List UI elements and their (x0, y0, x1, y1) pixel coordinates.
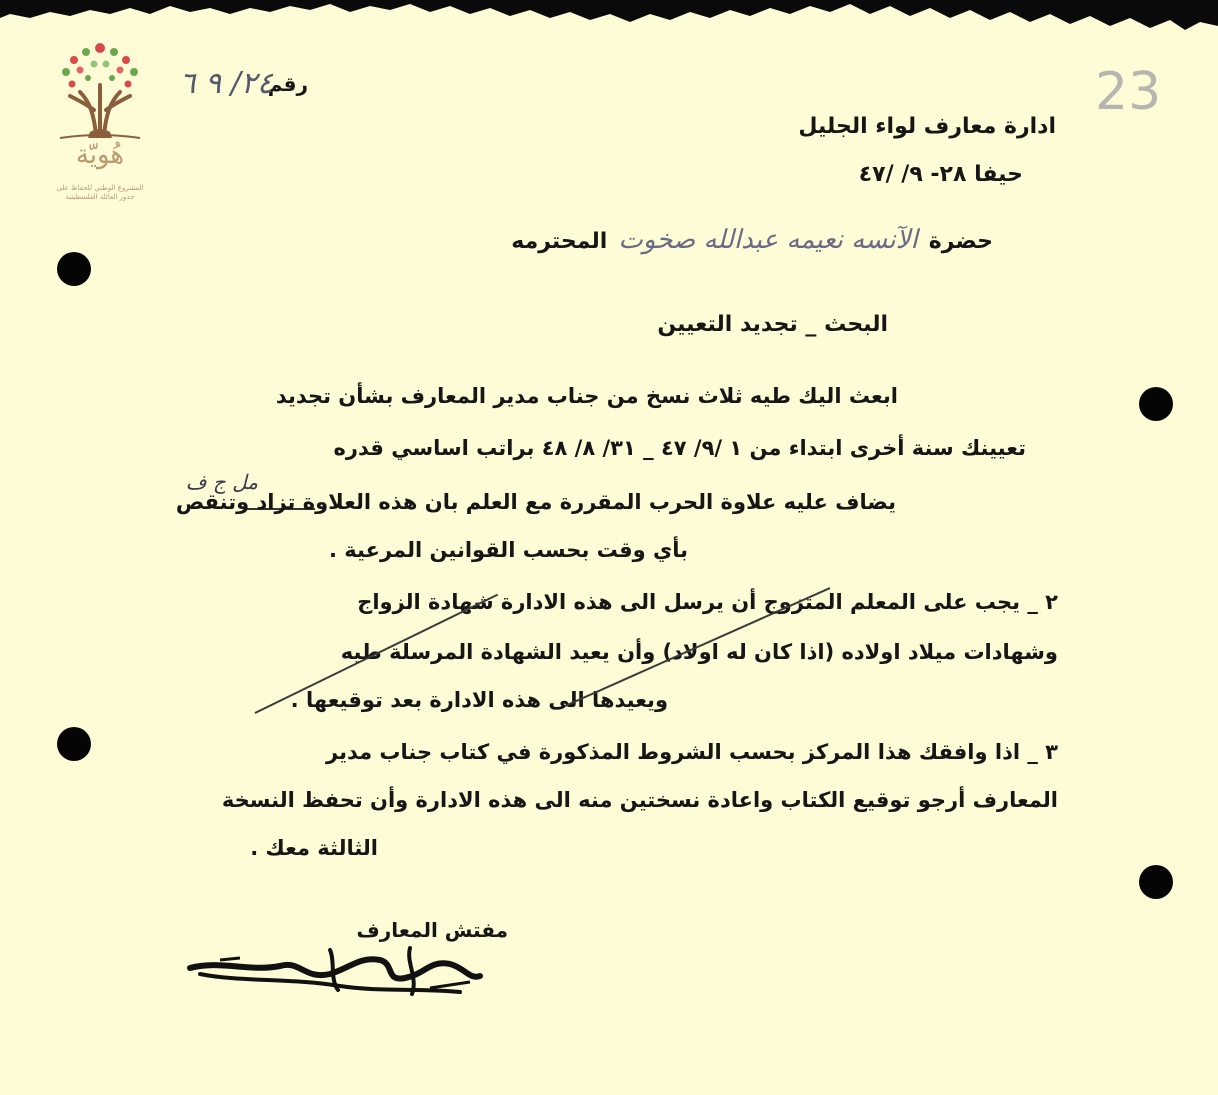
archive-number: 23 (1095, 62, 1162, 122)
logo-caption-line2: جذور العائلة الفلسطينية (65, 193, 135, 201)
punch-hole-left-top (57, 252, 91, 286)
body-p2-line2: وشهادات ميلاد اولاده (اذا كان له اولاد) وأن يعيد الشهادة المرسلة طيه (340, 640, 1058, 664)
logo-caption-line1: المشروع الوطني للحفاظ على (56, 184, 144, 192)
addressee-line (511, 225, 993, 255)
signature-icon (180, 930, 520, 1010)
body-p1-line1: ابعث اليك طيه ثلاث نسخ من جناب مدير المعارف بشأن تجديد (275, 384, 898, 408)
body-p1-line4: بأي وقت بحسب القوانين المرعية . (329, 538, 688, 562)
punch-hole-right-bottom (1139, 865, 1173, 899)
signature-title: مفتش المعارف (356, 918, 508, 942)
reference-number: ٢٤/ ٩ ٦ (179, 66, 273, 101)
date-line: حيفا ٢٨- ٩/ /٤٧ (858, 162, 1023, 187)
body-p1-line2: تعيينك سنة أخرى ابتداء من ١ /٩/ ٤٧ _ ٣١/ ٨/ ٤٨ براتب اساسي قدره (333, 436, 1026, 460)
addressee-name: الآنسه نعيمه عبدالله صخوت (618, 225, 918, 255)
addressee-prefix: حضرة (928, 229, 993, 254)
body-p1-line3: يضاف عليه علاوة الحرب المقررة مع العلم بان هذه العلاوة تزاد وتنقص (175, 490, 896, 514)
torn-top-edge (0, 0, 1218, 40)
body-p2-line1: ٢ _ يجب على المعلم المتزوج أن يرسل الى هذه الادارة شهادة الزواج (357, 590, 1058, 614)
addressee-suffix: المحترمه (511, 229, 608, 254)
subject-line: البحث _ تجديد التعيين (657, 312, 888, 337)
office-name: ادارة معارف لواء الجليل (798, 114, 1056, 139)
body-p3-line3: الثالثة معك . (250, 836, 378, 860)
body-p3-line2: المعارف أرجو توقيع الكتاب واعادة نسختين منه الى هذه الادارة وأن تحفظ النسخة (221, 788, 1058, 812)
body-p3-line1: ٣ _ اذا وافقك هذا المركز بحسب الشروط المذكورة في كتاب جناب مدير (326, 740, 1058, 764)
family-tree-icon (50, 40, 150, 195)
margin-note: مل ج ف (185, 470, 258, 494)
reference-label: رقم (267, 72, 308, 96)
punch-hole-right-top (1139, 387, 1173, 421)
body-p2-line3: ويعيدها الى هذه الادارة بعد توقيعها . (290, 688, 668, 712)
punch-hole-left-bottom (57, 727, 91, 761)
logo-name: هُويّة (75, 140, 125, 170)
